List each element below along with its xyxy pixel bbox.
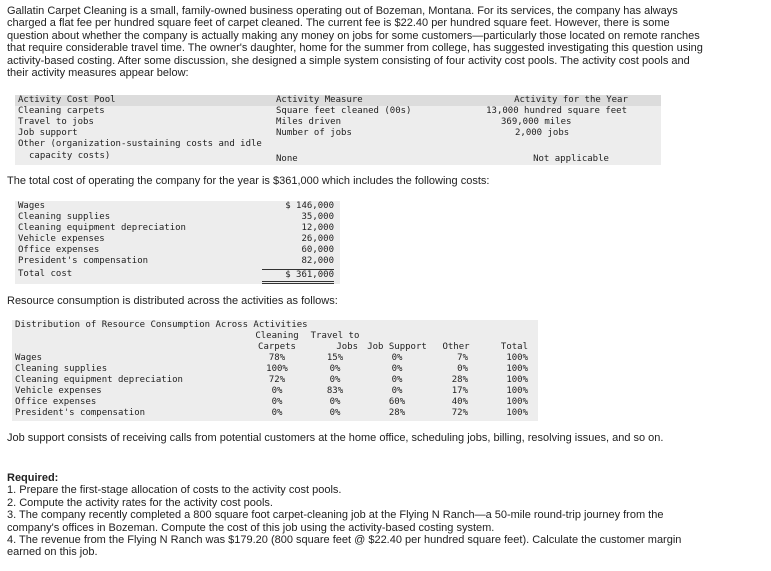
dist-travel: 0% bbox=[329, 408, 341, 418]
cost-row bbox=[15, 201, 340, 212]
required-item-3: 3. The company recently completed a 800 square foot carpet-cleaning job at the Flying N Ranch—a 50-mile round-trip journey from the company's offices in Bozeman. Compute the cost of this job using the activity-based costing system. bbox=[7, 509, 664, 534]
distribution-header-row-1 bbox=[12, 331, 538, 342]
pool-name: Cleaning carpets bbox=[18, 106, 105, 116]
cost-row bbox=[15, 212, 340, 223]
cost-total-value: $ 361,000 bbox=[262, 269, 334, 284]
cost-label: Cleaning supplies bbox=[18, 212, 111, 222]
pools-header-pool: Activity Cost Pool bbox=[18, 95, 116, 105]
distribution-row bbox=[12, 375, 538, 386]
pool-measure: Number of jobs bbox=[276, 128, 352, 138]
dist-travel: 15% bbox=[326, 353, 344, 363]
pool-activity: 2,000 jobs bbox=[515, 128, 570, 138]
dist-total: 100% bbox=[506, 408, 528, 418]
col-header-cleaning-2: Carpets bbox=[258, 342, 296, 352]
distribution-header-row-2 bbox=[12, 342, 538, 353]
dist-job: 28% bbox=[388, 408, 406, 418]
dist-job: 0% bbox=[391, 386, 403, 396]
dist-other: 40% bbox=[451, 397, 468, 407]
intro-paragraph: Gallatin Carpet Cleaning is a small, family-owned business operating out of Bozeman, Montana. For its services, the company has always charged a flat fee per hundred square feet of carpet cleaned. The current fee is $22.40 per hundred square feet. However, there is some question about whether the company is actually making any money on jobs for some customers—particularly those located on remote ranches that require considerable travel time. The owner's daughter, home for the summer from college, has suggested investigating this question using activity-based costing. After some discussion, she designed a simple system consisting of four activity cost pools. The activity cost pools and their activity measures appear below: bbox=[7, 5, 703, 80]
pool-name-other: Other (organization-sustaining costs and idle bbox=[18, 139, 262, 149]
distribution-row bbox=[12, 364, 538, 375]
pools-header-measure: Activity Measure bbox=[276, 95, 363, 105]
pools-row bbox=[15, 128, 661, 139]
pool-activity-other: Not applicable bbox=[533, 154, 609, 164]
distribution-table bbox=[12, 320, 538, 421]
dist-other: 7% bbox=[457, 353, 468, 363]
dist-job: 0% bbox=[391, 364, 403, 374]
pool-measure-other: None bbox=[276, 154, 298, 164]
cost-label: President's compensation bbox=[18, 256, 149, 266]
dist-job: 0% bbox=[391, 375, 403, 385]
dist-label: Office expenses bbox=[15, 397, 97, 407]
pool-measure: Square feet cleaned (00s) bbox=[276, 106, 412, 116]
required-section bbox=[7, 472, 712, 559]
dist-other: 28% bbox=[451, 375, 468, 385]
dist-other: 17% bbox=[451, 386, 468, 396]
cost-row bbox=[15, 223, 340, 234]
dist-job: 0% bbox=[391, 353, 403, 363]
col-header-job: Job Support bbox=[367, 342, 427, 352]
dist-total: 100% bbox=[506, 375, 528, 385]
cost-value: 82,000 bbox=[301, 256, 334, 266]
pool-measure: Miles driven bbox=[276, 117, 342, 127]
pool-activity: 369,000 miles bbox=[501, 117, 572, 127]
cost-value: 35,000 bbox=[301, 212, 334, 222]
dist-label: Wages bbox=[15, 353, 43, 363]
dist-travel: 0% bbox=[329, 364, 341, 374]
dist-total: 100% bbox=[506, 364, 528, 374]
cost-total-label: Total cost bbox=[18, 269, 73, 279]
cost-value: 60,000 bbox=[301, 245, 334, 255]
cost-label: Cleaning equipment depreciation bbox=[18, 223, 186, 233]
pools-row bbox=[15, 117, 661, 128]
dist-cleaning: 72% bbox=[268, 375, 286, 385]
distribution-row bbox=[12, 353, 538, 364]
dist-cleaning: 100% bbox=[266, 364, 288, 374]
dist-label: President's compensation bbox=[15, 408, 146, 418]
required-item-2: 2. Compute the activity rates for the activity cost pools. bbox=[7, 496, 273, 509]
distribution-row bbox=[12, 408, 538, 421]
cost-row bbox=[15, 245, 340, 256]
pool-activity: 13,000 hundred square feet bbox=[486, 106, 627, 116]
activity-pools-table bbox=[15, 95, 661, 165]
col-header-travel-1: Travel to bbox=[310, 331, 360, 341]
distribution-row bbox=[12, 397, 538, 408]
pools-row-other bbox=[15, 139, 661, 150]
dist-job: 60% bbox=[388, 397, 406, 407]
distribution-title: Distribution of Resource Consumption Across Activities bbox=[15, 320, 308, 330]
dist-travel: 0% bbox=[329, 397, 341, 407]
dist-travel: 0% bbox=[329, 375, 341, 385]
dist-cleaning: 78% bbox=[268, 353, 286, 363]
total-cost-sentence: The total cost of operating the company for the year is $361,000 which includes the following costs: bbox=[7, 175, 490, 187]
job-support-paragraph: Job support consists of receiving calls from potential customers at the home office, scheduling jobs, billing, resolving issues, and so on. bbox=[7, 432, 664, 444]
distribution-title-row bbox=[12, 320, 538, 331]
dist-travel: 83% bbox=[326, 386, 344, 396]
dist-label: Cleaning equipment depreciation bbox=[15, 375, 183, 385]
dist-total: 100% bbox=[506, 386, 528, 396]
cost-row bbox=[15, 256, 340, 267]
cost-value: 26,000 bbox=[301, 234, 334, 244]
dist-total: 100% bbox=[506, 353, 528, 363]
cost-row bbox=[15, 234, 340, 245]
pools-row bbox=[15, 106, 661, 117]
dist-other: 72% bbox=[451, 408, 468, 418]
dist-cleaning: 0% bbox=[271, 386, 283, 396]
col-header-cleaning-1: Cleaning bbox=[255, 331, 299, 341]
cost-label: Wages bbox=[18, 201, 46, 211]
distribution-row bbox=[12, 386, 538, 397]
cost-value: 12,000 bbox=[301, 223, 334, 233]
cost-label: Vehicle expenses bbox=[18, 234, 105, 244]
pool-name: Job support bbox=[18, 128, 78, 138]
pool-name: Travel to jobs bbox=[18, 117, 94, 127]
dist-other: 0% bbox=[457, 364, 468, 374]
cost-label: Office expenses bbox=[18, 245, 100, 255]
pools-row-other-cont bbox=[15, 150, 661, 165]
cost-value: $ 146,000 bbox=[285, 201, 334, 211]
col-header-total: Total bbox=[500, 342, 528, 352]
col-header-other: Other bbox=[442, 342, 470, 352]
dist-cleaning: 0% bbox=[271, 408, 283, 418]
required-heading: Required: bbox=[7, 472, 59, 484]
required-item-4: 4. The revenue from the Flying N Ranch was $179.20 (800 square feet @ $22.40 per hundred square feet). Calculate the customer margin earned on this job. bbox=[7, 534, 682, 559]
required-item-1: 1. Prepare the first-stage allocation of costs to the activity cost pools. bbox=[7, 484, 342, 497]
dist-total: 100% bbox=[506, 397, 528, 407]
col-header-travel-2: Jobs bbox=[336, 342, 358, 352]
dist-label: Vehicle expenses bbox=[15, 386, 102, 396]
dist-cleaning: 0% bbox=[271, 397, 283, 407]
pools-header-row bbox=[15, 95, 661, 106]
pool-name-other-cont: capacity costs) bbox=[29, 151, 111, 161]
costs-table bbox=[15, 201, 340, 284]
distribution-sentence: Resource consumption is distributed across the activities as follows: bbox=[7, 295, 338, 307]
dist-label: Cleaning supplies bbox=[15, 364, 108, 374]
cost-total-row bbox=[15, 267, 340, 284]
pools-header-year: Activity for the Year bbox=[514, 95, 628, 105]
